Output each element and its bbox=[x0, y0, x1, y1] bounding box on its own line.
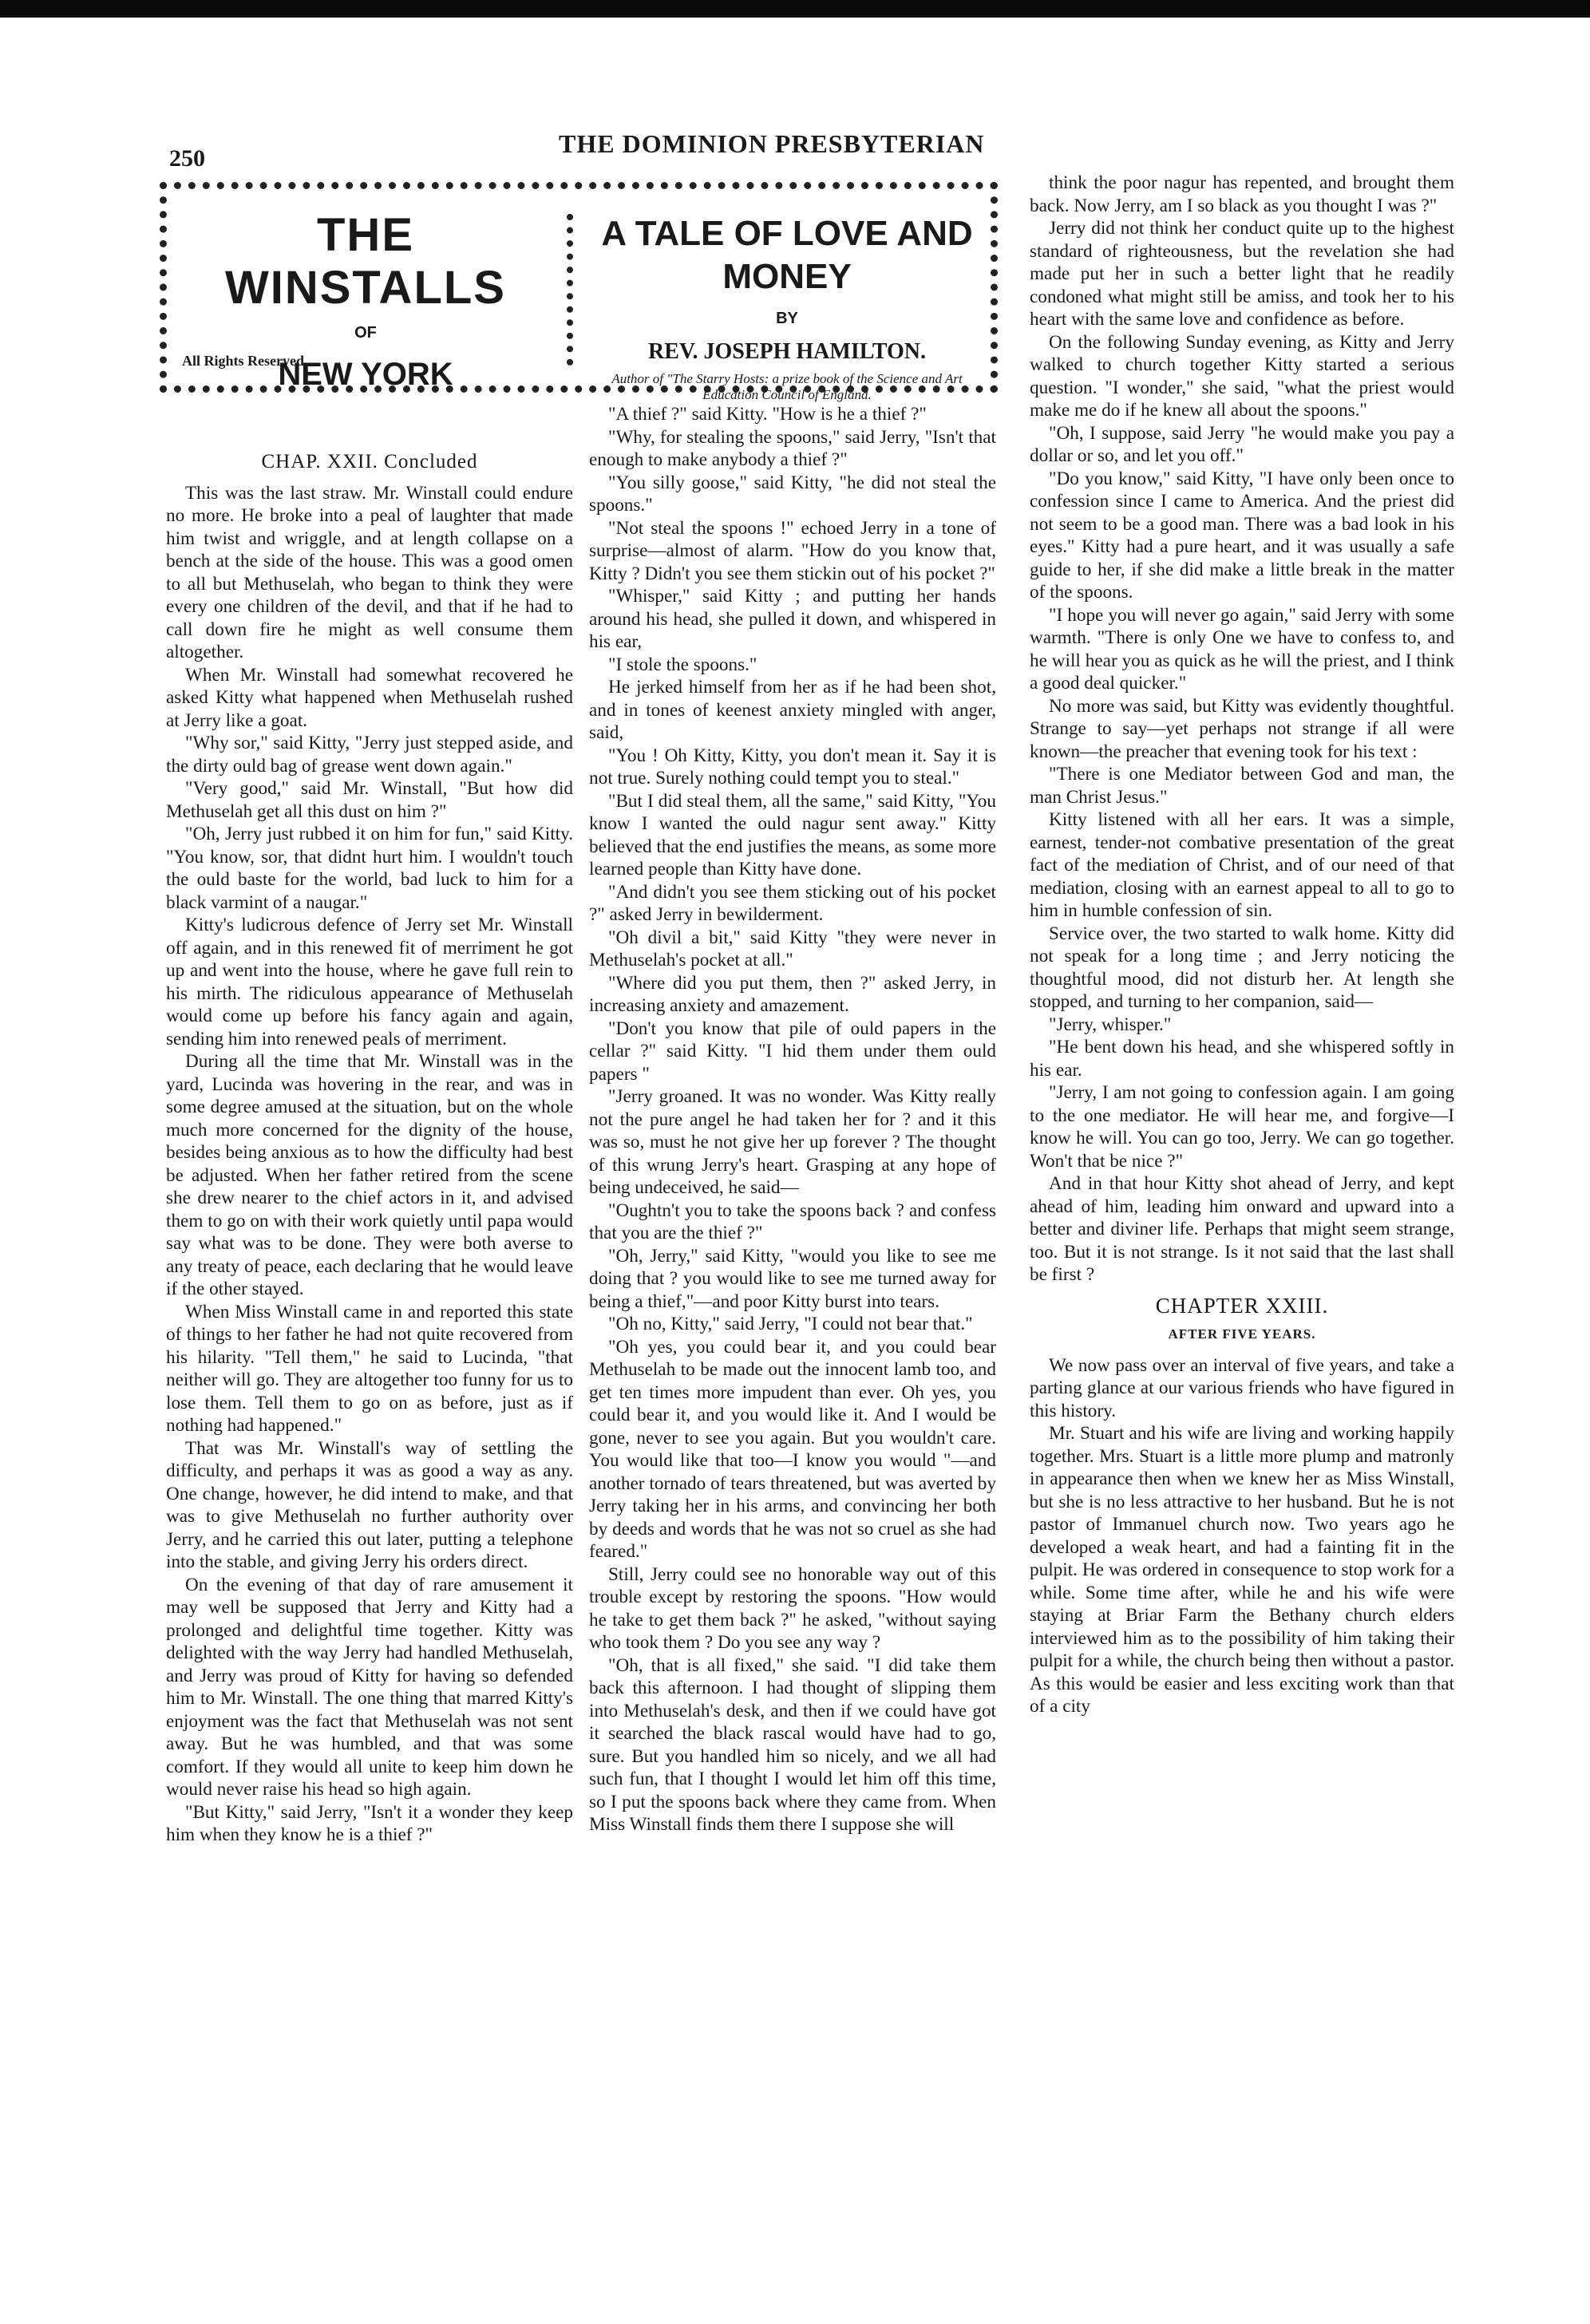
paragraph: On the evening of that day of rare amusement it may well be supposed that Jerry and Kitty had a prolonged and delightful time together. Kitty was delighted with the way Jerry had handled Methuselah, and Jerry was proud of Kitty for having so defended him to Mr. Winstall. The one thing that marred Kitty's enjoyment was the fact that Methuselah was not sent away. But he was humbled, and that was some comfort. If they would all unite to keep him down he would never raise his head so high again. bbox=[166, 1574, 573, 1800]
paragraph: During all the time that Mr. Winstall was in the yard, Lucinda was hovering in the rear, and was in some degree amused at the situation, but on the whole much more concerned for the dignity of the house, besides being anxious as to how the difficulty had best be adjusted. When her father retired from the scene she drew nearer to the chief actors in it, and advised them to go on with their work quietly until papa would say what was to be done. They were both averse to any treaty of peace, each declaring that he would leave if the other stayed. bbox=[166, 1051, 573, 1299]
paragraph: Service over, the two started to walk home. Kitty did not speak for a long time ; and Jerry noticing the thoughtful mood, did not disturb her. At length she stopped, and turning to her companion, said— bbox=[1030, 923, 1454, 1012]
column-2-paragraphs bbox=[589, 403, 996, 1836]
title-divider bbox=[567, 214, 578, 366]
paragraph: He jerked himself from her as if he had been shot, and in tones of keenest anxiety mingled with anger, said, bbox=[589, 677, 996, 743]
paragraph: "Don't you know that pile of ould papers in the cellar ?" said Kitty. "I hid them under them ould papers " bbox=[589, 1018, 996, 1085]
paragraph: "Why sor," said Kitty, "Jerry just stepped aside, and the dirty ould bag of grease went down again." bbox=[166, 733, 573, 777]
paragraph: "I hope you will never go again," said Jerry with some warmth. "There is only One we have to confess to, and he will hear you as quick as he will the priest, and I think a good deal quicker." bbox=[1030, 604, 1454, 694]
rights-notice: All Rights Reserved. bbox=[182, 353, 308, 369]
scan-edge bbox=[0, 0, 1590, 18]
story-title-of: OF bbox=[354, 324, 377, 342]
author-note: Author of "The Starry Hosts: a prize book of the Science and Art Education Council of England. bbox=[611, 371, 963, 402]
paragraph: "And didn't you see them sticking out of his pocket ?" asked Jerry in bewilderment. bbox=[589, 881, 996, 925]
paragraph: "He bent down his head, and she whispered softly in his ear. bbox=[1030, 1037, 1454, 1081]
column-1-paragraphs bbox=[166, 482, 573, 1847]
paragraph: "Oh divil a bit," said Kitty "they were never in Methuselah's pocket at all." bbox=[589, 927, 996, 970]
paragraph: When Miss Winstall came in and reported this state of things to her father he had not quite recovered from his hilarity. "Tell them," he said to Lucinda, "that neither will go. They are altogether too funny for us to lose them. Tell them to go on as before, just as if nothing had happened." bbox=[166, 1301, 573, 1436]
title-right bbox=[587, 212, 987, 403]
paragraph: "A thief ?" said Kitty. "How is he a thief ?" bbox=[608, 404, 927, 425]
paragraph: That was Mr. Winstall's way of settling the difficulty, and perhaps it was as good a way as any. One change, however, he did intend to make, and that was to give Methuselah no further authority over Jerry, and he carried this out later, putting a telephone into the stable, and giving Jerry his orders direct. bbox=[166, 1437, 573, 1572]
paragraph: "Very good," said Mr. Winstall, "But how did Methuselah get all this dust on him ?" bbox=[166, 778, 573, 822]
paragraph: "Jerry, I am not going to confession again. I am going to the one mediator. He will hear me, and forgive—I know he will. You can go too, Jerry. We can go together. Won't that be nice ?" bbox=[1030, 1082, 1454, 1172]
column-3-paragraphs-b bbox=[1030, 1354, 1454, 1718]
paragraph: Jerry did not think her conduct quite up to the highest standard of righteousness, but the revelation she had made put her in such a better light that he readily condoned what might still be amiss, and took her to his heart with the same love and confidence as before. bbox=[1030, 218, 1454, 330]
paragraph: think the poor nagur has repented, and brought them back. Now Jerry, am I so black as you thought I was ?" bbox=[1030, 172, 1454, 216]
paragraph: "Not steal the spoons !" echoed Jerry in a tone of surprise—almost of alarm. "How do you know that, Kitty ? Didn't you see them stickin out of his pocket ?" bbox=[589, 517, 996, 584]
column-3-paragraphs-a bbox=[1030, 172, 1454, 1286]
paragraph: "But Kitty," said Jerry, "Isn't it a wonder they keep him when they know he is a thief ?" bbox=[166, 1801, 573, 1845]
chapter-subtitle: AFTER FIVE YEARS. bbox=[1168, 1326, 1316, 1342]
page-number: 250 bbox=[169, 145, 205, 172]
paragraph: "Do you know," said Kitty, "I have only been once to confession since I came to America. And the priest did not seem to be a good man. There was a bad look in his eyes." Kitty had a pure heart, and it was usually a safe guide to her, if she did make a little break in the matter of the spoons. bbox=[1030, 468, 1454, 603]
running-head: THE DOMINION PRESBYTERIAN bbox=[559, 129, 985, 158]
paragraph: "Oughtn't you to take the spoons back ? and confess that you are the thief ?" bbox=[589, 1200, 996, 1243]
paragraph: "You ! Oh Kitty, Kitty, you don't mean it. Say it is not true. Surely nothing could tempt you to steal." bbox=[589, 745, 996, 788]
paragraph: And in that hour Kitty shot ahead of Jerry, and kept ahead of him, leading him onward and upward into a better and diviner life. Perhaps that might seem strange, too. But it is not strange. Is it not said that the last shall be first ? bbox=[1030, 1173, 1454, 1285]
paragraph: "Jerry, whisper." bbox=[1049, 1014, 1172, 1035]
paragraph: "Whisper," said Kitty ; and putting her hands around his head, she pulled it down, and whispered in his ear, bbox=[589, 586, 996, 652]
by-line: BY bbox=[776, 310, 798, 327]
column-2 bbox=[589, 403, 996, 1836]
paragraph: "You silly goose," said Kitty, "he did not steal the spoons." bbox=[589, 472, 996, 516]
paragraph: "There is one Mediator between God and man, the man Christ Jesus." bbox=[1030, 764, 1454, 808]
author-name: REV. JOSEPH HAMILTON. bbox=[647, 339, 927, 364]
paragraph: Still, Jerry could see no honorable way out of this trouble except by restoring the spoons. "How would he take to get them back ?" he asked, "without saying who took them ? Do you see any way ? bbox=[589, 1563, 996, 1653]
paragraph: "Oh, that is all fixed," she said. "I did take them back this afternoon. I had thought of slipping them into Methuselah's desk, and then if we could have got it searched the black rascal would have had to go, sure. But you handled him so nicely, and we all had such fun, that I thought I would let him off this time, so I put the spoons back where they came from. When Miss Winstall finds them there I suppose she will bbox=[589, 1654, 996, 1835]
chapter-heading-2: CHAPTER XXIII. bbox=[1155, 1293, 1329, 1318]
paragraph: "Oh, Jerry," said Kitty, "would you like to see me doing that ? you would like to see me turned away for being a thief,"—and poor Kitty burst into tears. bbox=[589, 1245, 996, 1312]
paragraph: "Where did you put them, then ?" asked Jerry, in increasing anxiety and amazement. bbox=[589, 972, 996, 1016]
paragraph: Mr. Stuart and his wife are living and working happily together. Mrs. Stuart is a little more plump and matronly in appearance then when we knew her as Miss Winstall, but she is no less attractive to her husband. But he is not pastor of Immanuel church now. Two years ago he developed a weak heart, and had a fainting fit in the pulpit. He was ordered in consequence to stop work for a while. Some time after, while he and his wife were staying at Briar Farm the Bethany church elders interviewed him as to the possibility of him taking their pulpit for a while, the church being then without a pastor. As this would be easier and less exciting work than that of a city bbox=[1030, 1423, 1454, 1717]
paragraph: "Oh no, Kitty," said Jerry, "I could not bear that." bbox=[608, 1314, 973, 1334]
paragraph: On the following Sunday evening, as Kitty and Jerry walked to church together Kitty started a serious question. "I wonder," she said, "what the priest would make me do if he knew all about the spoons." bbox=[1030, 331, 1454, 421]
story-subtitle: A TALE OF LOVE AND MONEY bbox=[601, 214, 973, 296]
paragraph: "Oh, I suppose, said Jerry "he would make you pay a dollar or so, and let you off." bbox=[1030, 422, 1454, 466]
paragraph: This was the last straw. Mr. Winstall could endure no more. He broke into a peal of laughter that made him twist and wriggle, and at length collapse on a bench at the side of the house. This was a good omen to all but Methuselah, who began to think they were every one children of the devil, and that if he had to call down fire he might as well consume them altogether. bbox=[166, 482, 573, 662]
paragraph: "I stole the spoons." bbox=[608, 654, 757, 675]
paragraph: No more was said, but Kitty was evidently thoughtful. Strange to say—yet perhaps not strange if all were known—the preacher that evening took for his text : bbox=[1030, 695, 1454, 762]
column-1 bbox=[166, 451, 573, 1847]
story-title: THE WINSTALLS bbox=[225, 209, 506, 314]
paragraph: We now pass over an interval of five years, and take a parting glance at our various friends who have figured in this history. bbox=[1030, 1354, 1454, 1421]
story-title-place: NEW YORK bbox=[278, 357, 453, 392]
paragraph: "Why, for stealing the spoons," said Jerry, "Isn't that enough to make anybody a thief ?" bbox=[589, 426, 996, 470]
column-3 bbox=[1030, 172, 1454, 1718]
paragraph: Kitty's ludicrous defence of Jerry set Mr. Winstall off again, and in this renewed fit of merriment he got up and went into the house, where he gave full rein to his mirth. The ridiculous appearance of Methuselah would come up before his fancy again and again, sending him into renewed peals of merriment. bbox=[166, 915, 573, 1049]
paragraph: Kitty listened with all her ears. It was a simple, earnest, tender-not combative presentation of the great fact of the mediation of Christ, and of our need of that mediation, closing with an earnest appeal to all to go to him in humble confession of sin. bbox=[1030, 809, 1454, 921]
paragraph: "Oh, Jerry just rubbed it on him for fun," said Kitty. "You know, sor, that didnt hurt him. I wouldn't touch the ould baste for the world, bad luck to him for a black varmint of a naugar." bbox=[166, 824, 573, 913]
chapter-heading: CHAP. XXII. Concluded bbox=[261, 451, 478, 472]
paragraph: "But I did steal them, all the same," said Kitty, "You know I wanted the ould nagur sent away." Kitty believed that the end justifies the means, as some more learned people than Kitty have done. bbox=[589, 790, 996, 879]
paragraph: "Oh yes, you could bear it, and you could bear Methuselah to be made out the innocent lamb too, and get ten times more impudent than ever. Oh yes, you could bear it, and you would like it. And I would be gone, never to see you again. But you wouldn't care. You would like that too—I know you would "—and another tornado of tears threatened, but was averted by Jerry taking her in his arms, and convincing her both by deeds and words that he was not so cruel as she had feared." bbox=[589, 1336, 996, 1562]
paragraph: "Jerry groaned. It was no wonder. Was Kitty really not the pure angel he had taken her for ? and it this was so, must he not give her up forever ? The thought of this wrung Jerry's heart. Grasping at any hope of being undeceived, he said— bbox=[589, 1086, 996, 1198]
paragraph: When Mr. Winstall had somewhat recovered he asked Kitty what happened when Methuselah rushed at Jerry like a goat. bbox=[166, 664, 573, 731]
